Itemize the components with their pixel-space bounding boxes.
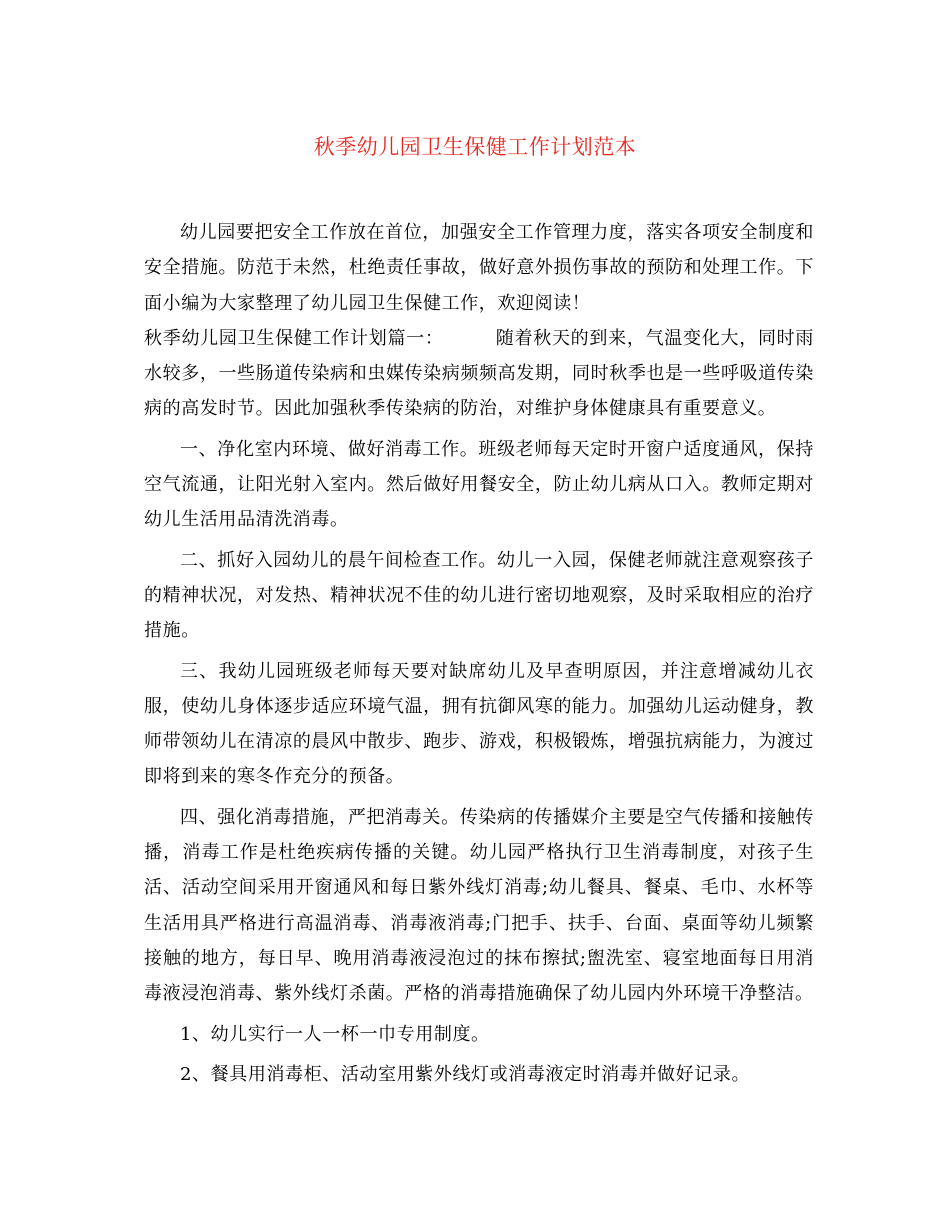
section-paragraph (144, 321, 814, 427)
list-item: 2、餐具用消毒柜、活动室用紫外线灯或消毒液定时消毒并做好记录。 (180, 1063, 751, 1085)
body-paragraph: 四、强化消毒措施，严把消毒关。传染病的传播媒介主要是空气传播和接触传播，消毒工作是杜绝疾病传播的关键。幼儿园严格执行卫生消毒制度，对孩子生活、活动空间采用开窗通风和每日紫外线灯消毒;幼儿餐具、餐桌、毛巾、水杯等生活用具严格进行高温消毒、消毒液消毒;门把手、扶手、台面、桌面等幼儿频繁接触的地方，每日早、晚用消毒液浸泡过的抹布擦拭;盥洗室、寝室地面每日用消毒液浸泡消毒、紫外线灯杀菌。严格的消毒措施确保了幼儿园内外环境干净整洁。 (144, 806, 814, 1005)
section-text: 随着秋天的到来，气温变化大，同时雨水较多，一些肠道传染病和虫媒传染病频频高发期，同时秋季也是一些呼吸道传染病的高发时节。因此加强秋季传染病的防治，对维护身体健康具有重要意义。 (144, 327, 814, 420)
document-body (144, 215, 814, 1092)
list-item: 1、幼儿实行一人一杯一巾专用制度。 (180, 1023, 490, 1045)
intro-paragraph: 幼儿园要把安全工作放在首位，加强安全工作管理力度，落实各项安全制度和安全措施。防范于未然，杜绝责任事故，做好意外损伤事故的预防和处理工作。下面小编为大家整理了幼儿园卫生保健工作，欢迎阅读！ (144, 222, 814, 314)
document-title: 秋季幼儿园卫生保健工作计划范本 (313, 135, 637, 159)
body-paragraph: 二、抓好入园幼儿的晨午间检查工作。幼儿一入园，保健老师就注意观察孩子的精神状况，对发热、精神状况不佳的幼儿进行密切地观察，及时采取相应的治疗措施。 (144, 549, 814, 642)
body-paragraph: 三、我幼儿园班级老师每天要对缺席幼儿及早查明原因，并注意增减幼儿衣服，使幼儿身体逐步适应环境气温，拥有抗御风寒的能力。加强幼儿运动健身，教师带领幼儿在清凉的晨风中散步、跑步、游戏，积极锻炼，增强抗病能力，为渡过即将到来的寒冬作充分的预备。 (144, 660, 814, 788)
section-heading: 秋季幼儿园卫生保健工作计划篇一： (144, 327, 444, 349)
body-paragraph: 一、净化室内环境、做好消毒工作。班级老师每天定时开窗户适度通风，保持空气流通，让阳光射入室内。然后做好用餐安全，防止幼儿病从口入。教师定期对幼儿生活用品清洗消毒。 (144, 438, 814, 531)
